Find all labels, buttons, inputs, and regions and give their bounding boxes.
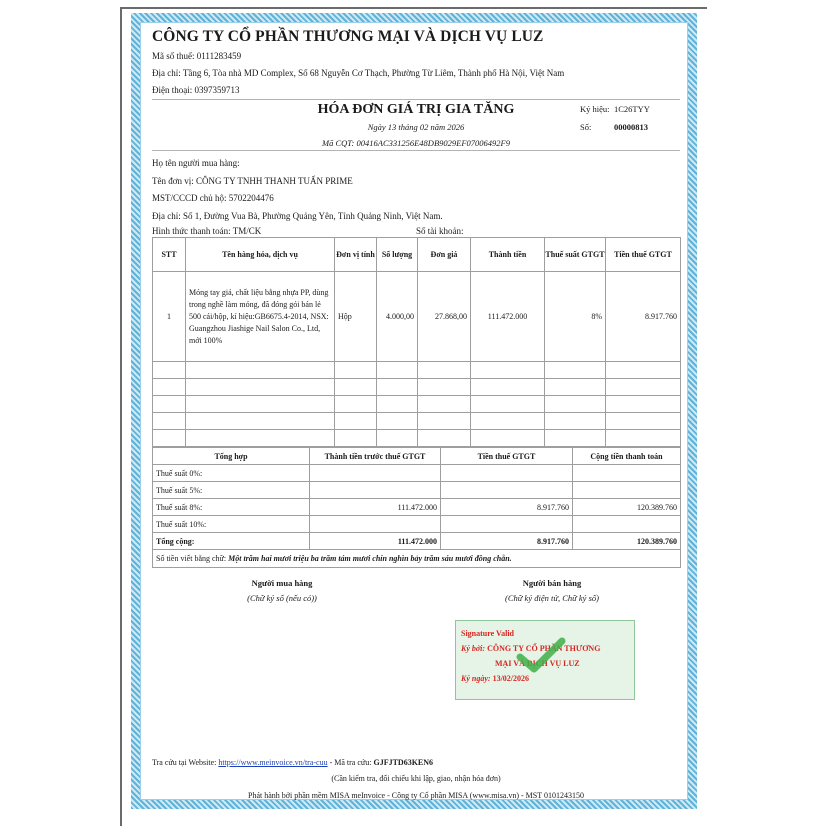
invoice-cqt-code	[152, 138, 680, 148]
items-table	[152, 237, 681, 447]
cell-tax: 8.917.760	[606, 272, 681, 362]
rate-label: Thuế suất 8%:	[153, 499, 310, 516]
footer	[152, 756, 680, 804]
seller-signature-title: Người bán hàng	[522, 578, 582, 588]
account	[416, 225, 464, 237]
label: Tên đơn vị:	[152, 175, 194, 186]
seller-address	[152, 65, 680, 82]
before-tax	[310, 516, 441, 533]
summary-row	[153, 499, 681, 516]
grand-before-tax: 111.472.000	[310, 533, 441, 550]
before-tax	[310, 465, 441, 482]
divider	[152, 150, 680, 151]
column-header: Cộng tiền thanh toán	[573, 448, 681, 465]
signature-status: Signature Valid	[461, 629, 514, 638]
column-header: Tên hàng hóa, dịch vụ	[186, 238, 335, 272]
grand-label: Tổng cộng:	[153, 533, 310, 550]
buyer-tax	[152, 190, 680, 208]
buyer-address	[152, 208, 680, 226]
cell-qty: 4.000,00	[377, 272, 418, 362]
label: Mã số thuế:	[152, 51, 195, 61]
issuer-line: Phát hành bởi phần mềm MISA meInvoice - Công ty Cổ phần MISA (www.misa.vn) - MST 0101243150	[248, 791, 584, 800]
column-header: STT	[153, 238, 186, 272]
page-edge	[121, 7, 707, 9]
rate-label: Thuế suất 5%:	[153, 482, 310, 499]
column-header: Thành tiền trước thuế GTGT	[310, 448, 441, 465]
label: Họ tên người mua hàng:	[152, 158, 240, 168]
cell-amount: 111.472.000	[471, 272, 545, 362]
page-edge	[120, 7, 122, 826]
empty-row	[153, 379, 681, 396]
value: 0111283459	[196, 51, 242, 61]
column-header: Số lượng	[377, 238, 418, 272]
cell-rate: 8%	[545, 272, 606, 362]
digital-signature-stamp[interactable]	[455, 620, 635, 700]
summary-row	[153, 516, 681, 533]
grand-total-row	[153, 533, 681, 550]
empty-row	[153, 430, 681, 447]
tax-amount	[441, 516, 573, 533]
label: Điện thoại:	[152, 85, 193, 95]
number-label: Số:	[580, 122, 592, 132]
grand-tax: 8.917.760	[441, 533, 573, 550]
column-header: Tiền thuế GTGT	[606, 238, 681, 272]
column-header: Đơn vị tính	[335, 238, 377, 272]
total	[573, 516, 681, 533]
lookup-code: GJFJTD63KEN6	[373, 758, 434, 767]
summary-table	[152, 447, 681, 568]
table-header-row	[153, 238, 681, 272]
footer-note: (Cần kiểm tra, đối chiếu khi lập, giao, nhận hóa đơn)	[331, 774, 501, 783]
cell-price: 27.868,00	[418, 272, 471, 362]
value: 5702204476	[228, 193, 274, 203]
lookup-line	[152, 756, 680, 770]
value: 0397359713	[194, 85, 240, 95]
code-label: - Mã tra cứu:	[329, 758, 372, 767]
symbol-value: 1C26TYY	[614, 104, 650, 114]
lookup-link[interactable]: https://www.meinvoice.vn/tra-cuu	[218, 758, 328, 767]
seller-tax-code	[152, 48, 680, 65]
empty-row	[153, 362, 681, 379]
column-header: Đơn giá	[418, 238, 471, 272]
total: 120.389.760	[573, 499, 681, 516]
amount-in-words-row	[153, 550, 681, 568]
tax-amount	[441, 482, 573, 499]
lookup-label: Tra cứu tại Website:	[152, 758, 217, 767]
label: Ký ngày:	[461, 674, 491, 683]
total	[573, 482, 681, 499]
label: Số tiền viết bằng chữ:	[156, 554, 227, 563]
summary-row	[153, 465, 681, 482]
invoice-document	[152, 26, 680, 758]
before-tax: 111.472.000	[310, 499, 441, 516]
value: Một trăm hai mươi triệu ba trăm tám mươi chín nghìn bảy trăm sáu mươi đồng chẵn.	[228, 554, 512, 563]
seller-name: CÔNG TY CỔ PHẦN THƯƠNG MẠI VÀ DỊCH VỤ LUZ	[152, 28, 544, 45]
column-header: Tiền thuế GTGT	[441, 448, 573, 465]
value: CÔNG TY CỔ PHẦN THƯƠNG	[487, 644, 601, 653]
signed-by-cont: MẠI VÀ DỊCH VỤ LUZ	[495, 659, 580, 668]
buyer-signature-title: Người mua hàng	[251, 578, 313, 588]
label: Mã CQT:	[322, 138, 355, 148]
label: MST/CCCD chủ hộ:	[152, 193, 227, 203]
seller-signature-note: (Chữ ký điện tử, Chữ ký số)	[505, 593, 599, 603]
before-tax	[310, 482, 441, 499]
tax-amount: 8.917.760	[441, 499, 573, 516]
label: Địa chỉ:	[152, 68, 181, 78]
payment-row	[152, 225, 680, 237]
invoice-title: HÓA ĐƠN GIÁ TRỊ GIA TĂNG	[317, 102, 515, 117]
table-row	[153, 272, 681, 362]
value: 13/02/2026	[492, 674, 530, 683]
invoice-date: Ngày 13 tháng 02 năm 2026	[367, 122, 465, 132]
payment-value: TM/CK	[232, 226, 262, 236]
column-header: Thuế suất GTGT	[545, 238, 606, 272]
value: CÔNG TY TNHH THANH TUẤN PRIME	[196, 175, 353, 186]
value: 00416AC331256E48DB9029EF07006492F9	[356, 138, 510, 148]
buyer-unit	[152, 173, 680, 191]
rate-label: Thuế suất 10%:	[153, 516, 310, 533]
buyer-info	[152, 155, 680, 237]
summary-row	[153, 482, 681, 499]
tax-amount	[441, 465, 573, 482]
label: Số tài khoản:	[416, 226, 464, 236]
payment-label: Hình thức thanh toán:	[152, 226, 231, 236]
summary-header-row	[153, 448, 681, 465]
rate-label: Thuế suất 0%:	[153, 465, 310, 482]
empty-row	[153, 396, 681, 413]
column-header: Thành tiền	[471, 238, 545, 272]
cell-unit: Hộp	[335, 272, 377, 362]
invoice-header	[152, 100, 680, 150]
symbol-label: Ký hiệu:	[580, 104, 610, 114]
buyer-signature-note: (Chữ ký số (nếu có))	[247, 593, 317, 603]
number-value: 00000813	[614, 122, 648, 132]
label: Ký bởi:	[461, 644, 486, 653]
column-header: Tổng hợp	[153, 448, 310, 465]
empty-row	[153, 413, 681, 430]
total	[573, 465, 681, 482]
buyer-name	[152, 155, 680, 173]
check-icon	[516, 635, 566, 675]
value: Số 1, Đường Vua Bà, Phường Quảng Yên, Tỉnh Quảng Ninh, Việt Nam.	[183, 210, 443, 221]
label: Địa chỉ:	[152, 210, 181, 221]
signature-area	[152, 568, 680, 758]
cell-name: Móng tay giả, chất liệu bằng nhựa PP, dùng trong nghề làm móng, đã đóng gói bán lẻ 500 cái/hộp, kí hiệu:GB6675.4-2014, NSX: Guangzhou Jiashige Nail Salon Co., Ltd, mới 100%	[186, 272, 335, 362]
grand-total: 120.389.760	[573, 533, 681, 550]
amount-in-words	[153, 550, 681, 568]
value: Tầng 6, Tòa nhà MD Complex, Số 68 Nguyễn Cơ Thạch, Phường Từ Liêm, Thành phố Hà Nội, Việt Nam	[182, 68, 565, 78]
seller-phone	[152, 82, 680, 99]
cell-stt: 1	[153, 272, 186, 362]
